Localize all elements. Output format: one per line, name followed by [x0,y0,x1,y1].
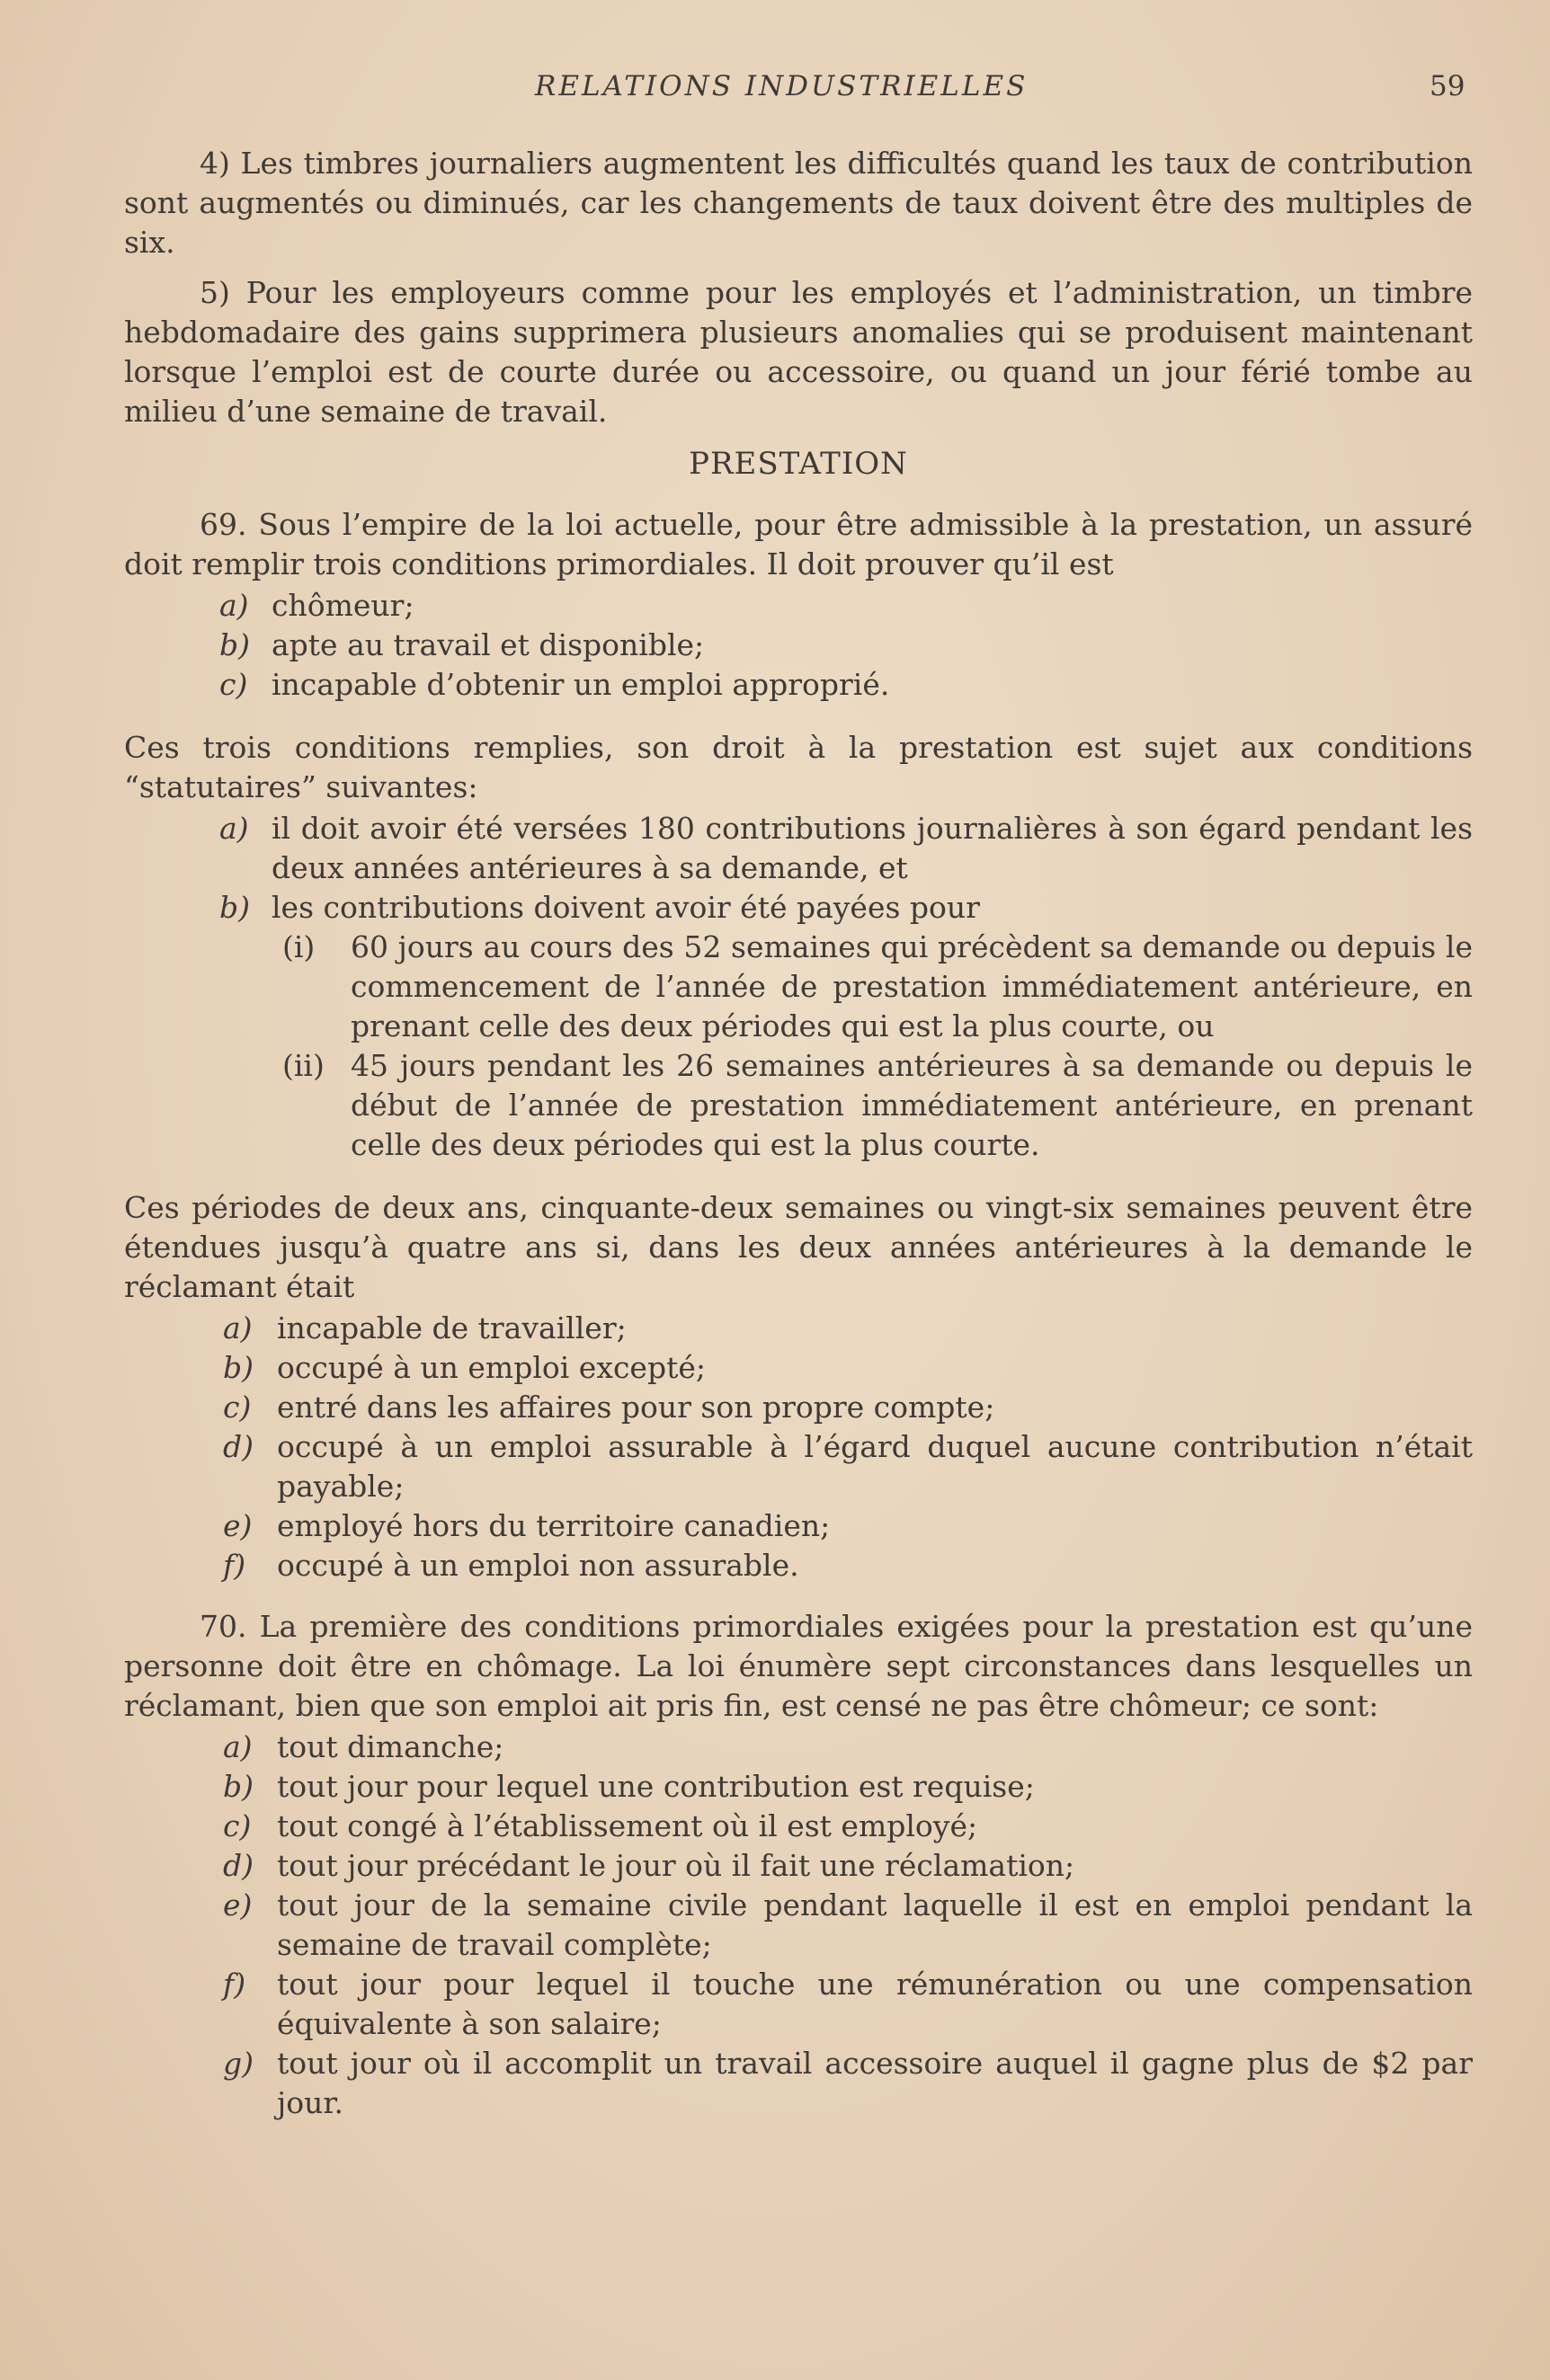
item-text: tout jour pour lequel une contribution est requise; [277,1769,1035,1804]
item-text: tout jour précédant le jour où il fait une réclamation; [277,1848,1075,1883]
list-item [124,1546,1473,1585]
item-label: a) [223,1310,253,1345]
sec69-conditions-list [124,586,1473,705]
list-item [124,809,1473,888]
running-title: RELATIONS INDUSTRIELLES [535,70,1029,102]
item-text: tout congé à l’établissement où il est employé; [277,1808,978,1843]
list-item [124,1727,1473,1767]
item-text: apte au travail et disponible; [272,627,705,662]
list-item [124,1767,1473,1807]
item-label: d) [223,1848,254,1883]
item-label: (i) [282,929,316,964]
extension-list [124,1309,1473,1585]
list-item [124,1348,1473,1388]
item-text: chômeur; [272,588,414,623]
item-label: e) [223,1508,253,1543]
item-text: occupé à un emploi assurable à l’égard duquel aucune contribution n’était payable; [277,1429,1473,1504]
sec70-intro: 70. La première des conditions primordiales exigées pour la prestation est qu’une personne doit être en chômage. La loi énumère sept circonstances dans lesquelles un réclamant, bien que son emploi ait pris fin, est censé ne pas être chômeur; ce sont: [124,1609,1473,1723]
list-item [124,1886,1473,1965]
item-text: 45 jours pendant les 26 semaines antérieures à sa demande ou depuis le début de l’année de prestation immédiatement antérieure, en prenant celle des deux périodes qui est la plus courte. [351,1048,1473,1162]
section-heading: PRESTATION [689,446,908,482]
sec69-intro: 69. Sous l’empire de la loi actuelle, pour être admissible à la prestation, un assuré doit remplir trois conditions primordiales. Il doit prouver qu’il est [124,507,1473,582]
statutory-list [124,809,1473,1165]
item-text: il doit avoir été versées 180 contributions journalières à son égard pendant les deux années antérieures à sa demande, et [272,811,1473,885]
list-item [124,888,1473,928]
item-label: c) [223,1390,252,1425]
sub-list-item [124,1046,1473,1165]
item-label: a) [219,588,249,623]
list-item [124,1427,1473,1506]
list-item [124,665,1473,705]
item-text: occupé à un emploi non assurable. [277,1548,799,1583]
item-text: tout dimanche; [277,1729,504,1764]
item-label: f) [223,1548,246,1583]
list-item [124,1807,1473,1846]
list-item [124,2044,1473,2123]
page-number: 59 [1430,70,1465,102]
item-text: 60 jours au cours des 52 semaines qui précèdent sa demande ou depuis le commencement de l’année de prestation immédiatement antérieure, en prenant celle des deux périodes qui est la plus courte, ou [351,929,1473,1043]
item-text: les contributions doivent avoir été payées pour [272,890,980,925]
list-item [124,626,1473,665]
item-label: (ii) [282,1048,325,1083]
item-text: tout jour de la semaine civile pendant laquelle il est en emploi pendant la semaine de travail complète; [277,1887,1473,1962]
statutory-intro: Ces trois conditions remplies, son droit à la prestation est sujet aux conditions “statutaires” suivantes: [124,730,1473,804]
page-header [0,70,1550,115]
list-item [124,1965,1473,2044]
sub-list-item [124,928,1473,1046]
sec70-list [124,1727,1473,2123]
list-item [124,586,1473,626]
item-text: entré dans les affaires pour son propre compte; [277,1390,995,1425]
item-text: incapable de travailler; [277,1310,627,1345]
item-label: b) [219,627,250,662]
paragraph-4: 4) Les timbres journaliers augmentent les difficultés quand les taux de contribution sont augmentés ou diminués, car les changements de taux doivent être des multiples de six. [124,146,1473,260]
item-label: b) [223,1350,254,1385]
item-label: c) [223,1808,252,1843]
item-text: tout jour pour lequel il touche une rémunération ou une compensation équivalente à son salaire; [277,1967,1473,2041]
item-text: incapable d’obtenir un emploi approprié. [272,667,890,702]
list-item [124,1506,1473,1546]
item-label: e) [223,1887,253,1923]
item-text: occupé à un emploi excepté; [277,1350,706,1385]
item-label: a) [219,811,249,846]
paragraph-5: 5) Pour les employeurs comme pour les employés et l’administration, un timbre hebdomadaire des gains supprimera plusieurs anomalies qui se produisent maintenant lorsque l’emploi est de courte durée ou accessoire, ou quand un jour férié tombe au milieu d’une semaine de travail. [124,275,1473,429]
list-item [124,1846,1473,1886]
extension-intro: Ces périodes de deux ans, cinquante-deux semaines ou vingt-six semaines peuvent être étendues jusqu’à quatre ans si, dans les deux années antérieures à la demande le réclamant était [124,1190,1473,1304]
item-text: tout jour où il accomplit un travail accessoire auquel il gagne plus de $2 par jour. [277,2046,1473,2120]
item-label: b) [219,890,250,925]
item-label: c) [219,667,248,702]
item-label: g) [223,2046,254,2081]
list-item [124,1309,1473,1348]
item-label: b) [223,1769,254,1804]
item-text: employé hors du territoire canadien; [277,1508,831,1543]
page-body [124,144,1473,2125]
list-item [124,1388,1473,1427]
item-label: d) [223,1429,254,1464]
item-label: f) [223,1967,246,2002]
item-label: a) [223,1729,253,1764]
